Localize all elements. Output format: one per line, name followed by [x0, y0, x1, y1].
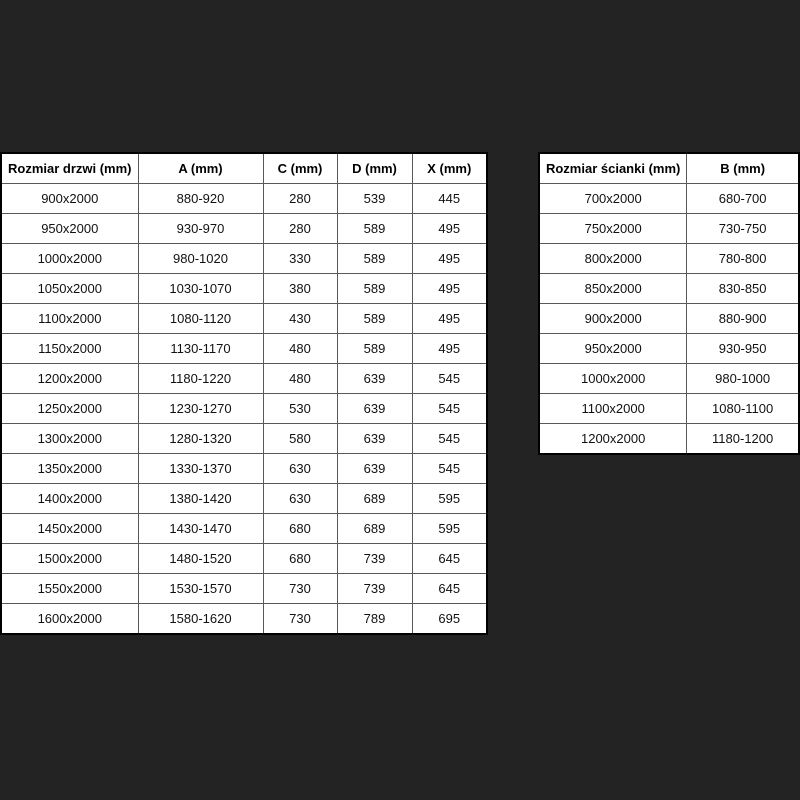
table-row — [539, 274, 799, 304]
table-cell: 1550x2000 — [1, 574, 138, 604]
table-cell: 480 — [263, 364, 337, 394]
table-cell: 1230-1270 — [138, 394, 263, 424]
table-cell: 830-850 — [687, 274, 799, 304]
table-cell: 580 — [263, 424, 337, 454]
table-cell: 1600x2000 — [1, 604, 138, 635]
table-cell: 739 — [337, 574, 412, 604]
table-cell: 700x2000 — [539, 184, 687, 214]
table-cell: 1000x2000 — [539, 364, 687, 394]
table-row — [1, 184, 487, 214]
table-row — [1, 514, 487, 544]
table-cell: 1430-1470 — [138, 514, 263, 544]
table-cell: 589 — [337, 274, 412, 304]
table-cell: 539 — [337, 184, 412, 214]
table-cell: 1400x2000 — [1, 484, 138, 514]
table-cell: 850x2000 — [539, 274, 687, 304]
table-row — [1, 484, 487, 514]
table-cell: 689 — [337, 514, 412, 544]
column-header: A (mm) — [138, 153, 263, 184]
table-row — [1, 244, 487, 274]
table-row — [539, 394, 799, 424]
table-cell: 445 — [412, 184, 487, 214]
table-cell: 495 — [412, 334, 487, 364]
table-cell: 380 — [263, 274, 337, 304]
table-cell: 1200x2000 — [539, 424, 687, 455]
table-cell: 545 — [412, 454, 487, 484]
table-cell: 900x2000 — [1, 184, 138, 214]
table-row — [539, 364, 799, 394]
table-cell: 680 — [263, 514, 337, 544]
table-row — [1, 604, 487, 635]
table-cell: 645 — [412, 544, 487, 574]
table-cell: 545 — [412, 364, 487, 394]
table-row — [539, 304, 799, 334]
table-row — [1, 394, 487, 424]
table-cell: 1250x2000 — [1, 394, 138, 424]
table-cell: 800x2000 — [539, 244, 687, 274]
table-cell: 730 — [263, 604, 337, 635]
table-cell: 280 — [263, 184, 337, 214]
table-cell: 1300x2000 — [1, 424, 138, 454]
table-cell: 280 — [263, 214, 337, 244]
header-row — [539, 153, 799, 184]
table-cell: 680 — [263, 544, 337, 574]
table-cell: 1180-1200 — [687, 424, 799, 455]
table-cell: 1030-1070 — [138, 274, 263, 304]
table-row — [1, 214, 487, 244]
table-cell: 589 — [337, 334, 412, 364]
table-cell: 930-970 — [138, 214, 263, 244]
table-cell: 1130-1170 — [138, 334, 263, 364]
table-cell: 545 — [412, 424, 487, 454]
table-cell: 589 — [337, 244, 412, 274]
table-cell: 980-1020 — [138, 244, 263, 274]
table-cell: 930-950 — [687, 334, 799, 364]
table-cell: 639 — [337, 364, 412, 394]
table-cell: 1050x2000 — [1, 274, 138, 304]
column-header: Rozmiar ścianki (mm) — [539, 153, 687, 184]
table-row — [1, 574, 487, 604]
table-cell: 1080-1100 — [687, 394, 799, 424]
table-cell: 730 — [263, 574, 337, 604]
column-header: D (mm) — [337, 153, 412, 184]
table-cell: 1450x2000 — [1, 514, 138, 544]
column-header: X (mm) — [412, 153, 487, 184]
table-cell: 780-800 — [687, 244, 799, 274]
column-header: C (mm) — [263, 153, 337, 184]
table-cell: 495 — [412, 244, 487, 274]
table-cell: 330 — [263, 244, 337, 274]
table-cell: 639 — [337, 454, 412, 484]
table-cell: 750x2000 — [539, 214, 687, 244]
table-cell: 1100x2000 — [1, 304, 138, 334]
table-row — [539, 334, 799, 364]
table-cell: 1080-1120 — [138, 304, 263, 334]
table-cell: 595 — [412, 484, 487, 514]
table-cell: 1000x2000 — [1, 244, 138, 274]
table-cell: 545 — [412, 394, 487, 424]
table-cell: 645 — [412, 574, 487, 604]
table-row — [1, 544, 487, 574]
table-cell: 1280-1320 — [138, 424, 263, 454]
door-size-table — [0, 152, 488, 635]
table-cell: 1480-1520 — [138, 544, 263, 574]
table-cell: 595 — [412, 514, 487, 544]
table-row — [539, 214, 799, 244]
table-cell: 630 — [263, 454, 337, 484]
table-cell: 480 — [263, 334, 337, 364]
table-row — [1, 304, 487, 334]
table-cell: 980-1000 — [687, 364, 799, 394]
table-row — [539, 244, 799, 274]
table-cell: 639 — [337, 394, 412, 424]
table-cell: 530 — [263, 394, 337, 424]
table-cell: 430 — [263, 304, 337, 334]
table-cell: 1100x2000 — [539, 394, 687, 424]
table-cell: 950x2000 — [1, 214, 138, 244]
table-row — [539, 424, 799, 455]
table-row — [539, 184, 799, 214]
table-cell: 950x2000 — [539, 334, 687, 364]
table-cell: 900x2000 — [539, 304, 687, 334]
table-cell: 739 — [337, 544, 412, 574]
table-row — [1, 334, 487, 364]
table-cell: 1200x2000 — [1, 364, 138, 394]
table-cell: 630 — [263, 484, 337, 514]
table-cell: 589 — [337, 304, 412, 334]
table-cell: 1350x2000 — [1, 454, 138, 484]
table-cell: 695 — [412, 604, 487, 635]
table-cell: 1180-1220 — [138, 364, 263, 394]
table-cell: 1500x2000 — [1, 544, 138, 574]
table-cell: 1150x2000 — [1, 334, 138, 364]
table-cell: 880-900 — [687, 304, 799, 334]
table-cell: 680-700 — [687, 184, 799, 214]
table-cell: 495 — [412, 304, 487, 334]
column-header: B (mm) — [687, 153, 799, 184]
table-cell: 730-750 — [687, 214, 799, 244]
table-row — [1, 274, 487, 304]
table-row — [1, 364, 487, 394]
table-cell: 789 — [337, 604, 412, 635]
header-row — [1, 153, 487, 184]
table-cell: 1580-1620 — [138, 604, 263, 635]
wall-size-table-container — [538, 152, 800, 455]
table-cell: 1330-1370 — [138, 454, 263, 484]
wall-size-table — [538, 152, 800, 455]
table-cell: 880-920 — [138, 184, 263, 214]
door-size-table-container — [0, 152, 488, 635]
table-cell: 689 — [337, 484, 412, 514]
table-cell: 495 — [412, 274, 487, 304]
table-cell: 639 — [337, 424, 412, 454]
column-header: Rozmiar drzwi (mm) — [1, 153, 138, 184]
table-cell: 1380-1420 — [138, 484, 263, 514]
table-row — [1, 454, 487, 484]
table-cell: 495 — [412, 214, 487, 244]
table-cell: 589 — [337, 214, 412, 244]
table-row — [1, 424, 487, 454]
table-cell: 1530-1570 — [138, 574, 263, 604]
